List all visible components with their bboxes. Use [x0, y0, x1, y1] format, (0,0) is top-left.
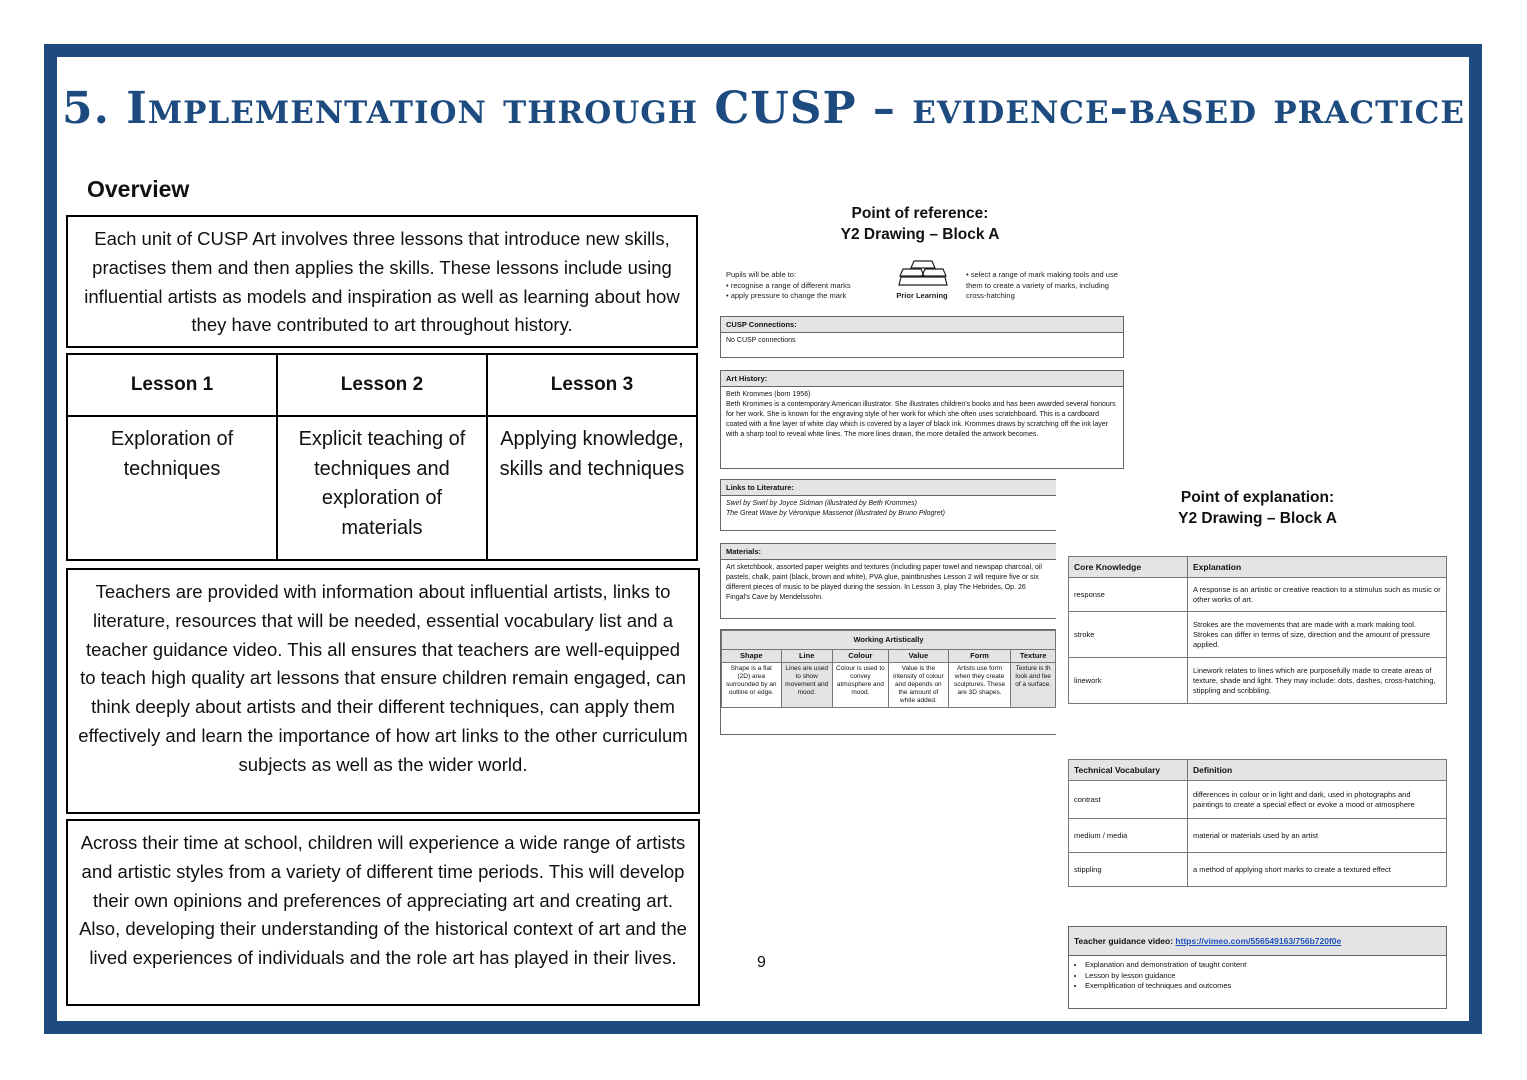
core-knowledge-header: Core Knowledge — [1069, 557, 1188, 578]
page-title: 5. Implementation through CUSP – evidence-based practice — [62, 83, 1465, 134]
video-point: • Exemplification of techniques and outcomes — [1085, 981, 1446, 992]
prior-learning-icon — [897, 259, 949, 289]
intro-text-box — [66, 215, 698, 348]
prior-learning-label: Prior Learning — [896, 291, 948, 300]
literature-line-1: Swirl by Swirl by Joyce Sidman (illustrated by Beth Krommes) — [726, 500, 918, 507]
video-heading — [1069, 927, 1446, 956]
links-to-literature-box — [720, 479, 1056, 531]
pupils-able-to — [726, 270, 886, 302]
wa-cell-texture: Texture is th look and fee of a surface. — [1011, 663, 1056, 708]
video-points-list — [1069, 960, 1446, 992]
across-text-box — [66, 819, 700, 1006]
core-term: stroke — [1069, 612, 1188, 658]
lesson-3-header: Lesson 3 — [487, 354, 697, 416]
wa-cell-shape: Shape is a flat (2D) area surrounded by an outline or edge. — [722, 663, 782, 708]
technical-vocabulary-header: Technical Vocabulary — [1069, 760, 1188, 781]
ref-heading-line2: Y2 Drawing – Block A — [840, 226, 1000, 243]
core-knowledge-table — [1068, 556, 1447, 704]
literature-heading: Links to Literature: — [721, 480, 1056, 496]
core-term: linework — [1069, 658, 1188, 704]
vocab-term: contrast — [1069, 781, 1188, 819]
teacher-guidance-video-box — [1068, 926, 1447, 1009]
wa-col-form: Form — [948, 650, 1010, 663]
wa-col-line: Line — [781, 650, 832, 663]
overview-heading: Overview — [87, 176, 190, 202]
wa-cell-form: Artists use form when they create sculptures. These are 3D shapes. — [948, 663, 1010, 708]
intro-text: Each unit of CUSP Art involves three lessons that introduce new skills, practises them and then applies the skills. These lessons include using influential artists as models and inspiration as well as learning about how they have contributed to art throughout history. — [84, 228, 680, 336]
video-label: Teacher guidance video: — [1074, 936, 1174, 946]
materials-heading: Materials: — [721, 544, 1056, 560]
point-of-explanation-heading — [1150, 487, 1365, 529]
wa-col-shape: Shape — [722, 650, 782, 663]
teachers-text: Teachers are provided with information about influential artists, links to literature, resources that will be needed, essential vocabulary list and a teacher guidance video. This all ensures that teachers are well-equipped to teach high quality art lessons that ensure children remain engaged, can think deeply about artists and their different techniques, can apply them effectively and learn the importance of how art links to the other curriculum subjects as well as the wider world. — [78, 581, 688, 775]
teachers-text-box — [66, 568, 700, 814]
explanation-header: Explanation — [1188, 557, 1447, 578]
pupils-point-1: • recognise a range of different marks — [726, 280, 851, 290]
lesson-1-header: Lesson 1 — [67, 354, 277, 416]
point-of-reference-heading — [820, 203, 1020, 245]
across-text: Across their time at school, children will experience a wide range of artists and artistic styles from a variety of different time periods. This will develop their own opinions and preferences of appreciating art and creating art. Also, developing their understanding of the historical context of art and the lived experiences of individuals and the role art has played in their lives. — [79, 832, 687, 969]
exp-heading-line1: Point of explanation: — [1180, 489, 1335, 506]
wa-cell-line: Lines are used to show movement and mood. — [781, 663, 832, 708]
literature-line-2: The Great Wave by Véronique Massenot (illustrated by Bruno Pilogret) — [726, 510, 945, 517]
ref-right-point: • select a range of mark making tools and use them to create a variety of marks, including cross-hatching — [966, 270, 1118, 300]
ref-heading-line1: Point of reference: — [851, 205, 989, 222]
working-artistically-heading: Working Artistically — [722, 631, 1056, 650]
lessons-table — [66, 353, 698, 561]
lesson-2-description: Explicit teaching of techniques and exploration of materials — [277, 416, 487, 560]
vocab-term: stippling — [1069, 853, 1188, 887]
lesson-3-description: Applying knowledge, skills and techniques — [487, 416, 697, 560]
video-point: • Lesson by lesson guidance — [1085, 971, 1446, 982]
art-history-box — [720, 370, 1124, 469]
lesson-2-header: Lesson 2 — [277, 354, 487, 416]
working-artistically-table — [721, 630, 1056, 708]
wa-cell-colour: Colour is used to convey atmosphere and mood. — [832, 663, 888, 708]
pupils-point-2: • apply pressure to change the mark — [726, 291, 847, 300]
cusp-connections-body: No CUSP connections — [726, 337, 796, 344]
video-link[interactable]: https://vimeo.com/556549163/756b720f0e — [1175, 936, 1342, 946]
lesson-1-description: Exploration of techniques — [67, 416, 277, 560]
vocab-def: material or materials used by an artist — [1188, 819, 1447, 853]
art-history-name: Beth Krommes (born 1956) — [726, 391, 811, 398]
wa-col-colour: Colour — [832, 650, 888, 663]
materials-body: Art sketchbook, assorted paper weights and textures (including paper towel and newspap charcoal, oil pastels, chalk, paint (black, brown and white), PVA glue, paintbrushes Lesson 2 will require five or six different pieces of music to be played during the session. In Lesson 3, play The Hebrides, Op. 26 Fingal's Cave by Mendelssohn. — [726, 564, 1042, 601]
technical-vocabulary-table-wrap — [1068, 759, 1447, 887]
pupils-intro: Pupils will be able to: — [726, 270, 797, 279]
vocab-def: a method of applying short marks to create a textured effect — [1188, 853, 1447, 887]
working-artistically-box — [720, 629, 1056, 735]
art-history-body: Beth Krommes is a contemporary American illustrator. She illustrates children's books and has been awarded several honours for her work. She is known for the engraving style of her work for which she often uses scratchboard. This is a cardboard coated with a fine layer of white clay which is covered by a layer of black ink. Krommes draws by scratching off the ink layer with a sharp tool to reveal white lines. The more lines drawn, the more detailed the artwork becomes. — [726, 401, 1116, 438]
core-def: A response is an artistic or creative reaction to a stimulus such as music or other works of art. — [1188, 578, 1447, 612]
core-def: Linework relates to lines which are purposefully made to create areas of texture, shade and light. They may include: dots, dashes, cross-hatching, stippling and scribbling. — [1188, 658, 1447, 704]
page-number: 9 — [757, 954, 766, 971]
core-knowledge-table-wrap — [1068, 556, 1447, 704]
vocab-term: medium / media — [1069, 819, 1188, 853]
art-history-heading: Art History: — [721, 371, 1123, 387]
video-point: • Explanation and demonstration of taught content — [1085, 960, 1446, 971]
core-def: Strokes are the movements that are made with a mark making tool. Strokes can differ in terms of size, direction and the amount of pressure applied. — [1188, 612, 1447, 658]
cusp-connections-box — [720, 316, 1124, 358]
wa-cell-value: Value is the intensity of colour and depends on the amount of white added. — [888, 663, 948, 708]
definition-header: Definition — [1188, 760, 1447, 781]
exp-heading-line2: Y2 Drawing – Block A — [1178, 510, 1337, 527]
cusp-connections-heading: CUSP Connections: — [721, 317, 1123, 333]
wa-col-texture: Texture — [1011, 650, 1056, 663]
wa-col-value: Value — [888, 650, 948, 663]
materials-box — [720, 543, 1056, 619]
core-term: response — [1069, 578, 1188, 612]
vocab-def: differences in colour or in light and dark, used in photographs and paintings to create a special effect or evoke a mood or atmosphere — [1188, 781, 1447, 819]
technical-vocabulary-table — [1068, 759, 1447, 887]
